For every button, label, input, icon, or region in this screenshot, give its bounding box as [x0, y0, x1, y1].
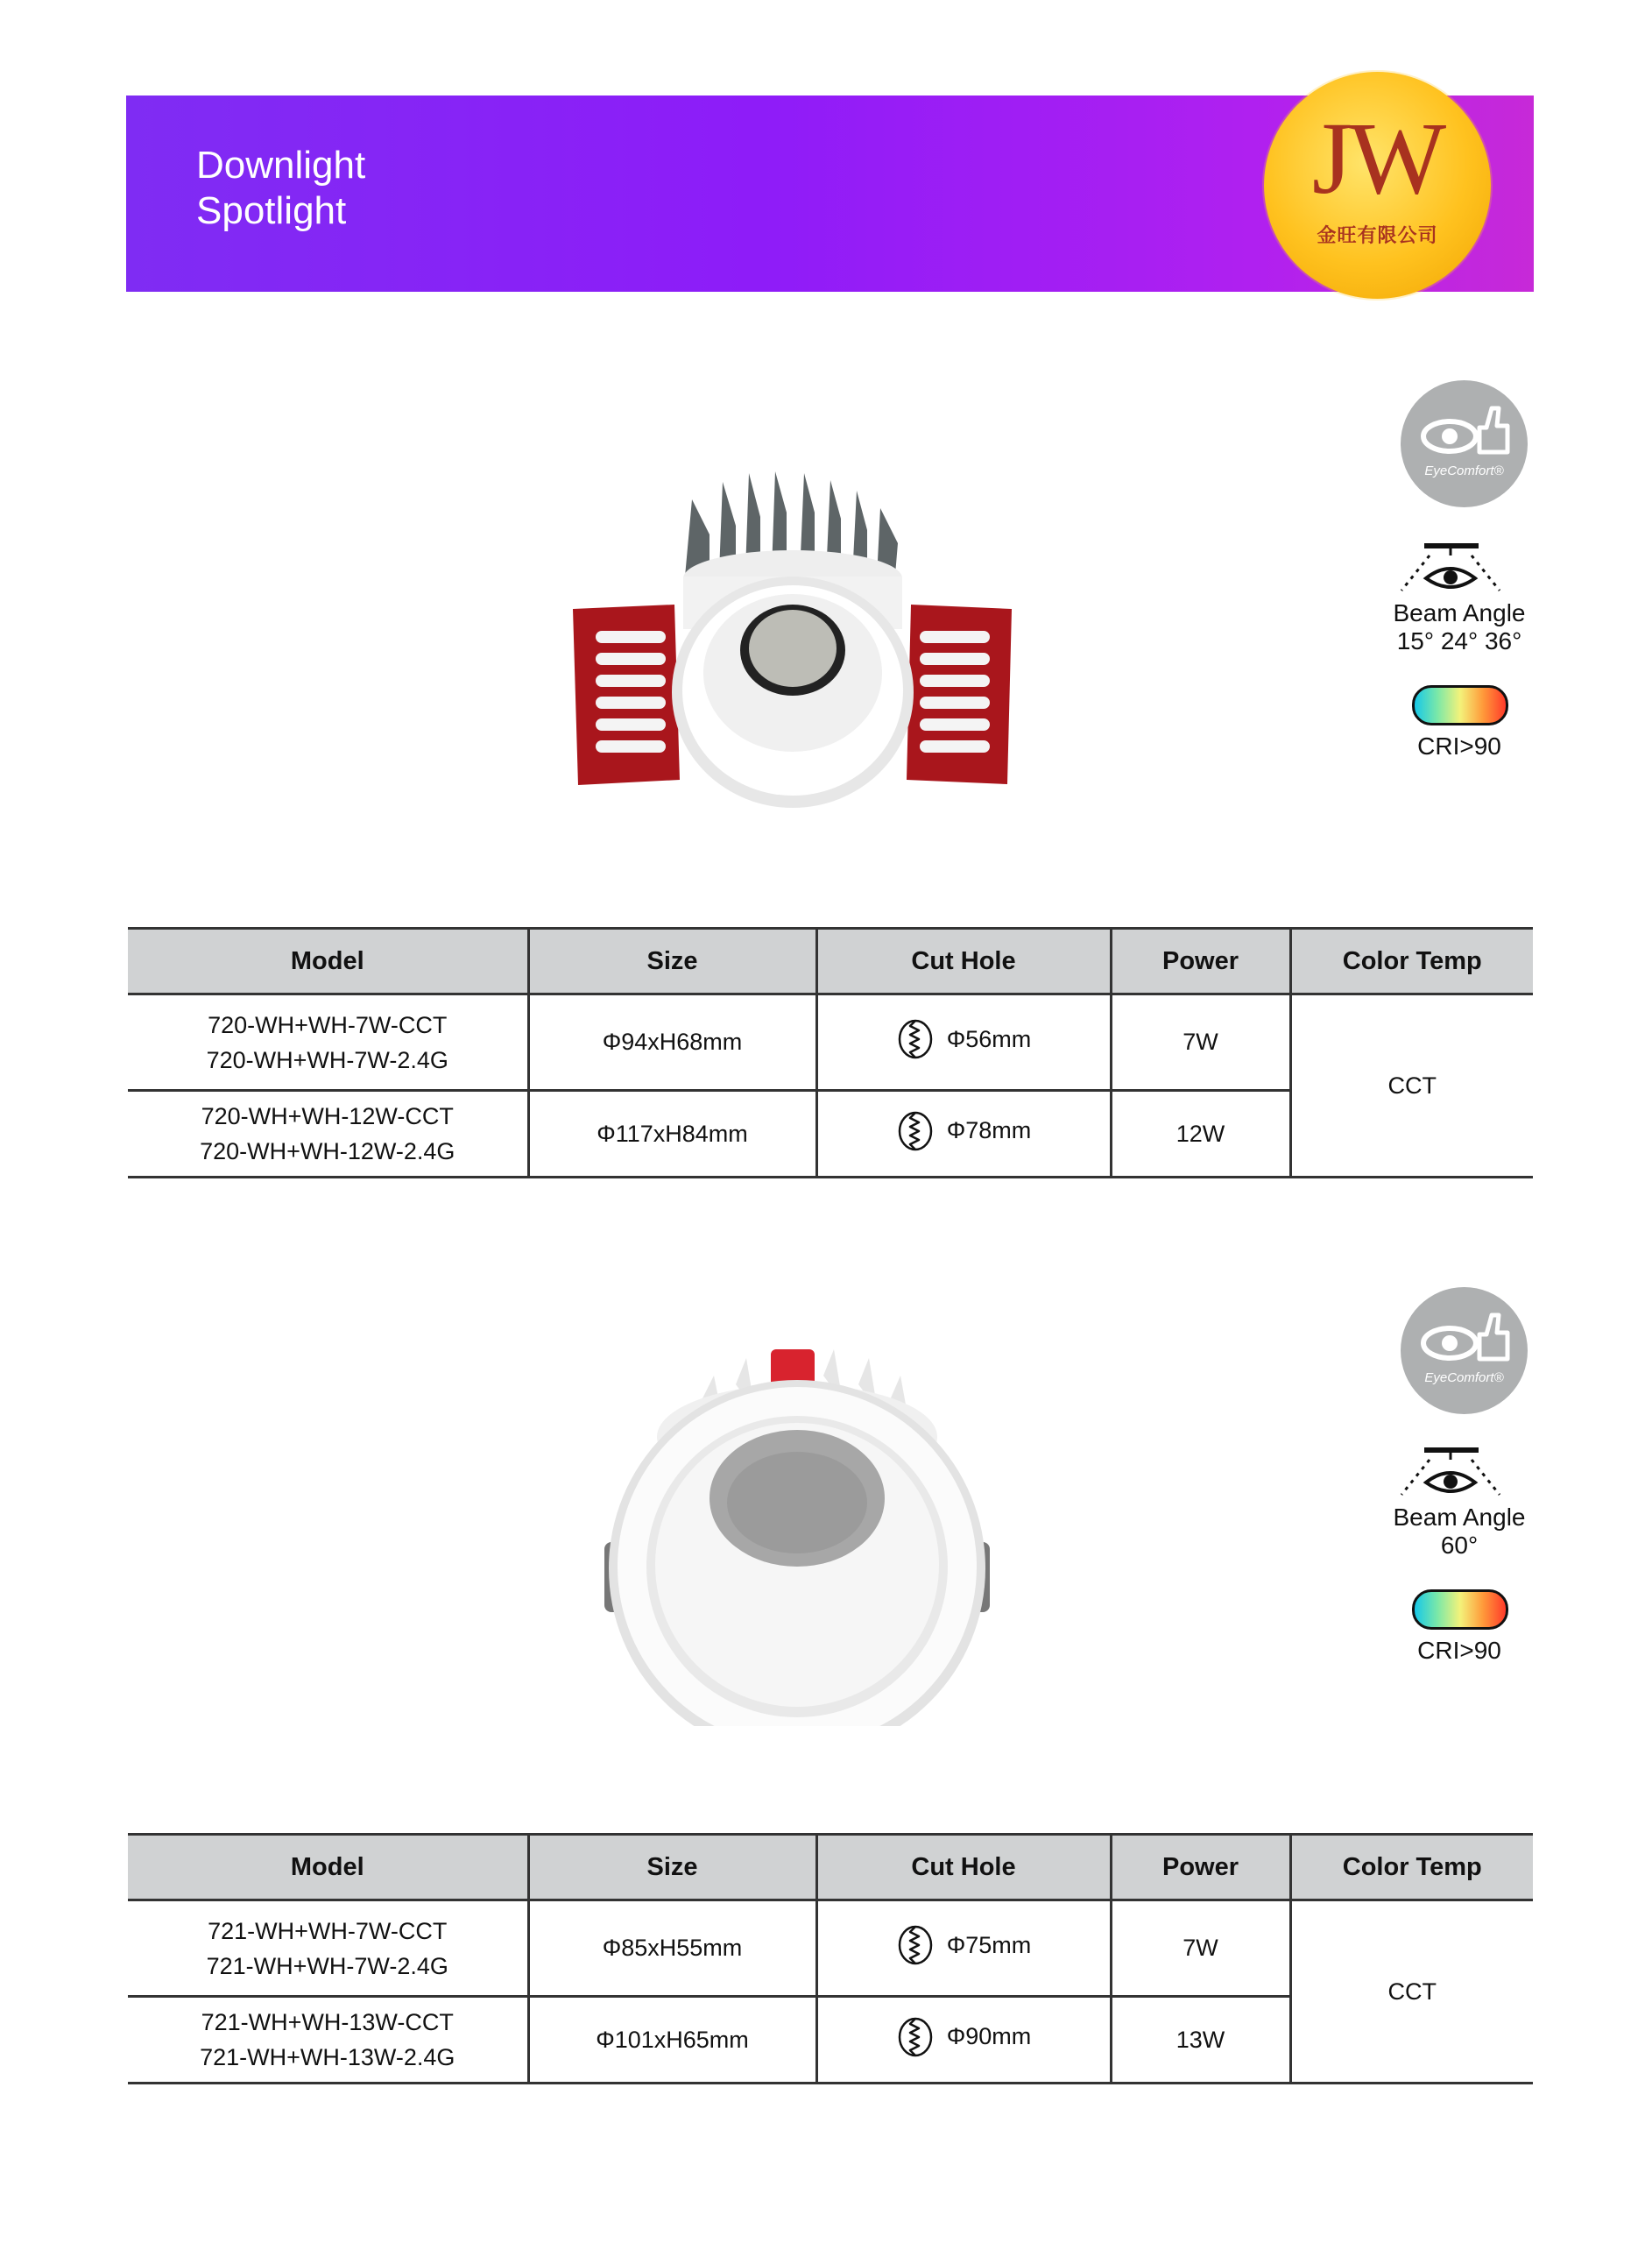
header-title-spotlight: Spotlight: [196, 189, 347, 232]
product-image-721: [596, 1341, 999, 1730]
table-row: [128, 1900, 1533, 1997]
header-model: Model: [128, 929, 528, 994]
cri-label: CRI>90: [1417, 732, 1501, 760]
model-cell: [128, 1900, 528, 1997]
model-cell: [128, 1997, 528, 2084]
header-size: Size: [528, 929, 816, 994]
cut-hole-cell: [816, 1997, 1111, 2084]
power-cell: 12W: [1111, 1091, 1290, 1178]
power-cell: 7W: [1111, 994, 1290, 1091]
cri-label: CRI>90: [1417, 1637, 1501, 1664]
color-temp-cell: CCT: [1290, 1900, 1533, 2084]
power-cell: 13W: [1111, 1997, 1290, 2084]
logo-subtitle: 金旺有限公司: [1317, 224, 1438, 246]
header-power: Power: [1111, 929, 1290, 994]
size-cell: Φ101xH65mm: [528, 1997, 816, 2084]
size-cell: Φ85xH55mm: [528, 1900, 816, 1997]
beam-angle-icon: [1396, 1447, 1505, 1500]
product-image-720: [561, 464, 1034, 837]
model-name: 720-WH+WH-12W-CCT: [201, 1103, 454, 1129]
beam-angle-label: Beam Angle: [1393, 599, 1526, 626]
model-name: 721-WH+WH-7W-CCT: [208, 1917, 448, 1944]
table-header-row: [128, 929, 1533, 994]
model-name: 721-WH+WH-13W-CCT: [201, 2009, 454, 2035]
header-color-temp: Color Temp: [1290, 1835, 1533, 1900]
company-logo: [1264, 72, 1491, 299]
cut-hole-cell: [816, 1091, 1111, 1178]
size-cell: Φ94xH68mm: [528, 994, 816, 1091]
model-cell: [128, 994, 528, 1091]
cut-hole-cell: [816, 994, 1111, 1091]
model-name: 721-WH+WH-13W-2.4G: [200, 2044, 455, 2070]
beam-angle-values: 15° 24° 36°: [1396, 627, 1522, 655]
table-header-row: [128, 1835, 1533, 1900]
cri-color-icon: [1412, 685, 1508, 725]
eye-comfort-badge: [1401, 1287, 1528, 1414]
beam-angle-values: 60°: [1440, 1532, 1479, 1559]
power-cell: 7W: [1111, 1900, 1290, 1997]
cut-hole-value: Φ56mm: [946, 1025, 1032, 1052]
eye-comfort-badge: [1401, 380, 1528, 507]
table-row: [128, 994, 1533, 1091]
model-name: 720-WH+WH-7W-CCT: [208, 1011, 448, 1038]
header-cut-hole: Cut Hole: [816, 929, 1111, 994]
header-size: Size: [528, 1835, 816, 1900]
spec-table-720: [128, 927, 1533, 1178]
beam-angle-icon: [1396, 543, 1505, 596]
model-name: 721-WH+WH-7W-2.4G: [206, 1952, 448, 1979]
cut-hole-cell: [816, 1900, 1111, 1997]
header-color-temp: Color Temp: [1290, 929, 1533, 994]
logo-text: JW: [1311, 101, 1444, 216]
cut-hole-icon: [896, 2016, 935, 2058]
color-temp-cell: CCT: [1290, 994, 1533, 1178]
model-name: 720-WH+WH-7W-2.4G: [206, 1046, 448, 1073]
cri-color-icon: [1412, 1589, 1508, 1630]
cut-hole-value: Φ75mm: [946, 1931, 1032, 1958]
cut-hole-value: Φ90mm: [946, 2023, 1032, 2049]
cut-hole-icon: [896, 1924, 935, 1966]
eye-comfort-label: EyeComfort®: [1424, 1370, 1504, 1385]
cut-hole-icon: [896, 1018, 935, 1060]
header-model: Model: [128, 1835, 528, 1900]
cut-hole-icon: [896, 1110, 935, 1152]
beam-angle-label: Beam Angle: [1393, 1504, 1526, 1531]
header-cut-hole: Cut Hole: [816, 1835, 1111, 1900]
model-name: 720-WH+WH-12W-2.4G: [200, 1138, 455, 1164]
size-cell: Φ117xH84mm: [528, 1091, 816, 1178]
model-cell: [128, 1091, 528, 1178]
header-title-downlight: Downlight: [196, 144, 366, 187]
spec-table-721: [128, 1833, 1533, 2084]
eye-comfort-label: EyeComfort®: [1424, 463, 1504, 478]
header-power: Power: [1111, 1835, 1290, 1900]
cut-hole-value: Φ78mm: [946, 1117, 1032, 1143]
